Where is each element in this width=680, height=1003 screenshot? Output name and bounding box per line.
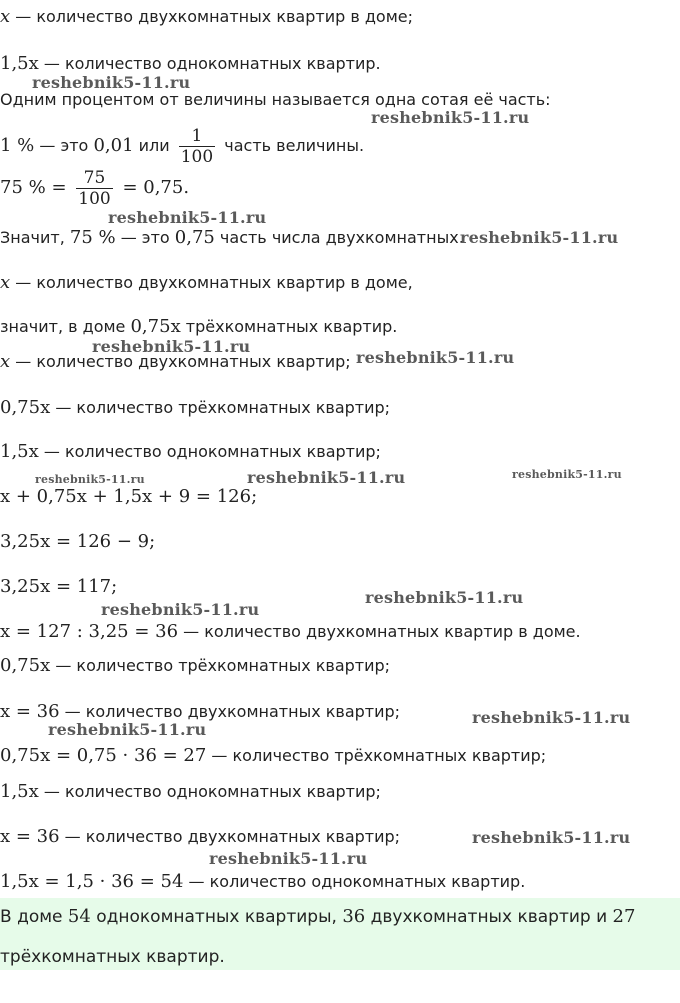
fraction-numerator: 75 bbox=[83, 168, 106, 188]
answer-text: трёхкомнатных квартир. bbox=[0, 947, 225, 967]
line-text: — количество двухкомнатных квартир в доме. bbox=[178, 622, 581, 641]
answer-text: В доме bbox=[0, 907, 68, 927]
math-expr: 75 % bbox=[69, 227, 116, 248]
watermark: reshebnik5-11.ru bbox=[92, 337, 251, 356]
line-text: — это bbox=[115, 228, 175, 247]
watermark: reshebnik5-11.ru bbox=[32, 73, 191, 92]
watermark: reshebnik5-11.ru bbox=[48, 720, 207, 739]
line-10 bbox=[0, 397, 390, 419]
math-expr: 75 % = bbox=[0, 177, 73, 198]
line-6 bbox=[0, 227, 464, 249]
math-expr: 0,75x bbox=[0, 397, 51, 418]
watermark: reshebnik5-11.ru bbox=[209, 849, 368, 868]
line-text: — количество двухкомнатных квартир; bbox=[59, 702, 401, 721]
watermark: reshebnik5-11.ru bbox=[356, 348, 515, 367]
line-21 bbox=[0, 871, 525, 893]
math-expr: x = 127 : 3,25 = 36 bbox=[0, 621, 179, 642]
line-text: часть величины. bbox=[219, 136, 365, 155]
line-text: — количество однокомнатных квартир; bbox=[38, 442, 381, 461]
math-expr: x + 0,75x + 1,5x + 9 = 126; bbox=[0, 486, 258, 507]
line-text: — количество двухкомнатных квартир в доме, bbox=[10, 273, 413, 292]
watermark: reshebnik5-11.ru bbox=[512, 468, 622, 481]
math-expr: 0,01 bbox=[93, 135, 134, 156]
math-expr: 3,25x = 117; bbox=[0, 576, 118, 597]
line-15 bbox=[0, 621, 581, 643]
math-expr: x bbox=[0, 6, 11, 27]
line-text: — количество однокомнатных квартир. bbox=[38, 54, 381, 73]
math-expr: x = 36 bbox=[0, 826, 60, 847]
watermark: reshebnik5-11.ru bbox=[101, 600, 260, 619]
line-14 bbox=[0, 576, 117, 598]
answer-text: двухкомнатных квартир и bbox=[365, 907, 613, 927]
answer-number: 27 bbox=[612, 906, 636, 927]
math-expr: = 0,75. bbox=[116, 177, 190, 198]
line-4 bbox=[0, 123, 364, 169]
line-text: часть числа двухкомнатных. bbox=[214, 228, 464, 247]
fraction bbox=[76, 168, 112, 209]
line-12 bbox=[0, 486, 257, 508]
math-expr: 1,5x bbox=[0, 781, 39, 802]
line-11 bbox=[0, 441, 381, 463]
watermark: reshebnik5-11.ru bbox=[371, 108, 530, 127]
line-text: — количество двухкомнатных квартир в доме; bbox=[10, 7, 413, 26]
line-2 bbox=[0, 53, 381, 75]
math-expr: x bbox=[0, 272, 11, 293]
line-text: — количество однокомнатных квартир. bbox=[183, 872, 526, 891]
math-expr: x = 36 bbox=[0, 701, 60, 722]
fraction-numerator: 1 bbox=[191, 126, 203, 146]
line-text: значит, в доме bbox=[0, 317, 131, 336]
line-text: — количество трёхкомнатных квартир; bbox=[50, 656, 391, 675]
math-expr: 3,25x = 126 − 9; bbox=[0, 531, 156, 552]
line-text: Одним процентом от величины называется одна сотая её часть: bbox=[0, 90, 551, 109]
line-text: Значит, bbox=[0, 228, 70, 247]
math-expr: 0,75 bbox=[174, 227, 215, 248]
answer-text: однокомнатных квартиры, bbox=[90, 907, 343, 927]
watermark: reshebnik5-11.ru bbox=[472, 708, 631, 727]
math-expr: 0,75x bbox=[0, 655, 51, 676]
line-20 bbox=[0, 826, 400, 848]
line-text: — количество однокомнатных квартир; bbox=[38, 782, 381, 801]
line-7 bbox=[0, 272, 413, 294]
answer-number: 54 bbox=[67, 906, 91, 927]
answer-line-2 bbox=[0, 946, 225, 968]
math-expr: 0,75x = 0,75 · 36 = 27 bbox=[0, 745, 207, 766]
line-text: — количество двухкомнатных квартир; bbox=[10, 352, 351, 371]
answer-line-1 bbox=[0, 906, 635, 928]
line-text: — это bbox=[34, 136, 94, 155]
line-text: трёхкомнатных квартир. bbox=[180, 317, 398, 336]
line-8 bbox=[0, 316, 397, 338]
watermark: reshebnik5-11.ru bbox=[365, 588, 524, 607]
line-18 bbox=[0, 745, 546, 767]
line-text: или bbox=[133, 136, 175, 155]
math-expr: 1,5x bbox=[0, 53, 39, 74]
watermark: reshebnik5-11.ru bbox=[108, 208, 267, 227]
line-text: — количество трёхкомнатных квартир; bbox=[206, 746, 547, 765]
fraction bbox=[179, 126, 215, 167]
math-expr: 1,5x bbox=[0, 441, 39, 462]
fraction-denominator: 100 bbox=[78, 189, 111, 209]
watermark: reshebnik5-11.ru bbox=[460, 228, 619, 247]
watermark: reshebnik5-11.ru bbox=[247, 468, 406, 487]
line-1 bbox=[0, 6, 413, 28]
line-5 bbox=[0, 165, 189, 211]
line-text: — количество трёхкомнатных квартир; bbox=[50, 398, 391, 417]
math-expr: 1 % bbox=[0, 135, 35, 156]
line-13 bbox=[0, 531, 155, 553]
watermark: reshebnik5-11.ru bbox=[35, 473, 145, 486]
answer-number: 36 bbox=[342, 906, 366, 927]
line-16 bbox=[0, 655, 390, 677]
fraction-denominator: 100 bbox=[180, 147, 214, 167]
line-19 bbox=[0, 781, 381, 803]
math-expr: x bbox=[0, 351, 11, 372]
math-expr: 0,75x bbox=[130, 316, 181, 337]
watermark: reshebnik5-11.ru bbox=[472, 828, 631, 847]
line-text: — количество двухкомнатных квартир; bbox=[59, 827, 401, 846]
math-expr: 1,5x = 1,5 · 36 = 54 bbox=[0, 871, 184, 892]
